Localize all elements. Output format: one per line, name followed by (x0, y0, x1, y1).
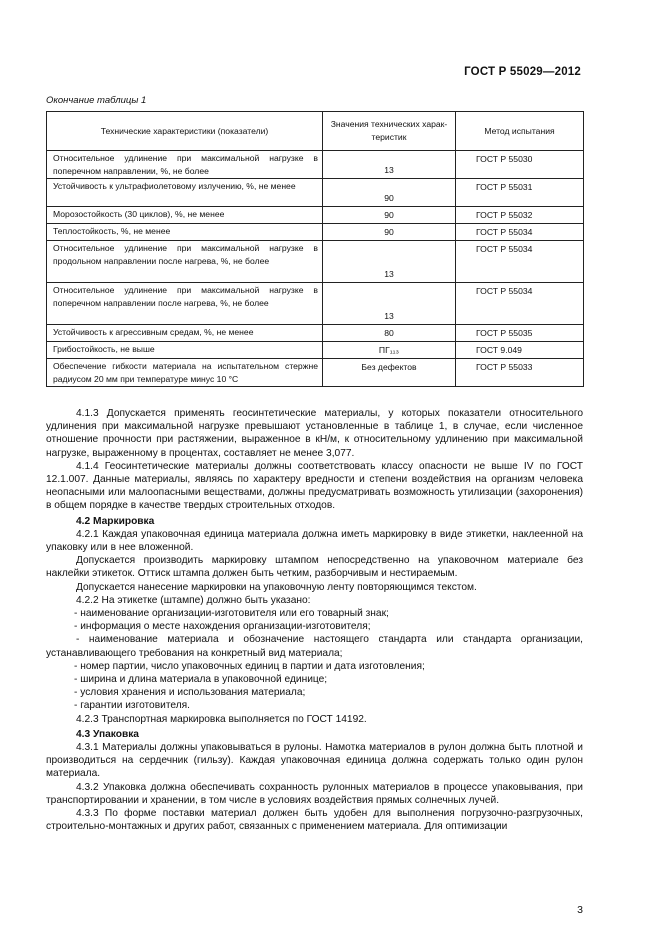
row-label: Относительное удлинение при максимальной нагрузке в продольном направлении после нагрева, %, не более (53, 243, 318, 266)
page-number: 3 (577, 904, 583, 916)
list-item: - наименование материала и обозначение настоящего стандарта или стандарта организации, устанавливающего требования на конкретный вид материала; (46, 634, 583, 659)
row-label: Устойчивость к ультрафиолетовому излучению, %, не менее (53, 181, 296, 191)
col-header-characteristics: Технические характеристики (показатели) (47, 112, 323, 151)
paragraph-4-2-1-b: Допускается производить маркировку штампом непосредственно на упаковочном материале без наклейки этикеток. Оттиск штампа должен быть четким, разборчивым и нестираемым. (46, 555, 583, 580)
row-label: Обеспечение гибкости материала на испытательном стержне радиусом 20 мм при температуре минус 10 °С (53, 361, 318, 384)
list-item: - наименование организации-изготовителя или его товарный знак; (74, 608, 389, 620)
section-heading-4-2: 4.2 Маркировка (76, 515, 155, 527)
row-label: Теплостойкость, %, не менее (53, 226, 171, 236)
document-header: ГОСТ Р 55029—2012 (464, 66, 581, 78)
table-row (47, 224, 584, 241)
paragraph-4-2-2: 4.2.2 На этикетке (штампе) должно быть указано: (76, 594, 311, 606)
row-value: 90 (384, 210, 394, 220)
col-header-values: Значения технических харак-теристик (323, 112, 456, 151)
table-row (47, 151, 584, 179)
table-row (47, 342, 584, 359)
row-method: ГОСТ Р 55033 (476, 362, 533, 372)
paragraph-4-2-3: 4.2.3 Транспортная маркировка выполняется по ГОСТ 14192. (76, 713, 367, 725)
row-value: 13 (384, 269, 394, 279)
row-value: 90 (384, 227, 394, 237)
table-row (47, 179, 584, 207)
paragraph-4-3-1: 4.3.1 Материалы должны упаковываться в рулоны. Намотка материалов в рулон должна быть плотной и производиться на сердечник (гильзу). Каждая упаковочная единица должна содержать только один рулон материала. (46, 742, 583, 780)
row-label: Морозостойкость (30 циклов), %, не менее (53, 209, 225, 219)
paragraph-4-3-2: 4.3.2 Упаковка должна обеспечивать сохранность рулонных материалов в процессе упаковывания, при транспортировании и хранении, в том числе в условиях воздействия прямых солнечных лучей. (46, 781, 583, 806)
row-label: Грибостойкость, не выше (53, 344, 155, 354)
row-method: ГОСТ Р 55031 (476, 182, 533, 192)
row-method: ГОСТ Р 55034 (476, 244, 533, 254)
paragraph-4-2-1: 4.2.1 Каждая упаковочная единица материала должна иметь маркировку в виде этикетки, наклеенной на упаковку или в нее вложенной. (46, 528, 583, 554)
table-row (47, 359, 584, 387)
row-method: ГОСТ Р 55035 (476, 328, 533, 338)
list-item: - условия хранения и использования материала; (74, 687, 306, 699)
row-value: ПГ₁₁₃ (378, 345, 400, 355)
table-header-row (47, 112, 584, 151)
paragraph-4-3-3: 4.3.3 По форме поставки материал должен быть удобен для выполнения погрузочно-разгрузочных, строительно-монтажных и других работ, связанных с применением материала. Для оптимизации (46, 808, 583, 833)
list-item: - информация о месте нахождения организации-изготовителя; (74, 621, 371, 633)
row-value: 13 (384, 165, 394, 175)
table-row (47, 207, 584, 224)
row-method: ГОСТ 9.049 (476, 345, 522, 355)
row-method: ГОСТ Р 55032 (476, 210, 533, 220)
row-value: 80 (384, 328, 394, 338)
paragraph-4-1-4: 4.1.4 Геосинтетические материалы должны соответствовать классу опасности не выше IV по ГОСТ 12.1.007. Данные материалы, являясь по характеру вредности и степени воздействия на организм человека неопасными или малоопасными веществами, должны предусматривать возможность утилизации (захоронения) в общем порядке в качестве твердых строительных отходов. (46, 460, 583, 512)
list-item: - гарантии изготовителя. (74, 700, 191, 712)
row-label: Относительное удлинение при максимальной нагрузке в поперечном направлении, %, не более (53, 153, 318, 176)
row-method: ГОСТ Р 55034 (476, 227, 533, 237)
row-method: ГОСТ Р 55030 (476, 154, 533, 164)
section-heading-4-3: 4.3 Упаковка (76, 728, 139, 740)
spec-table (46, 111, 584, 387)
row-value: 13 (384, 311, 394, 321)
col-header-method: Метод испытания (456, 112, 584, 151)
row-label: Относительное удлинение при максимальной нагрузке в поперечном направлении после нагрева, %, не более (53, 285, 318, 308)
list-item: - номер партии, число упаковочных единиц в партии и дата изготовления; (74, 660, 425, 672)
row-value: Без дефектов (361, 362, 417, 372)
table-row (47, 283, 584, 325)
row-value: 90 (384, 193, 394, 203)
row-method: ГОСТ Р 55034 (476, 286, 533, 296)
list-item: - ширина и длина материала в упаковочной единице; (74, 674, 328, 686)
body-text (46, 407, 583, 834)
paragraph-4-1-3: 4.1.3 Допускается применять геосинтетические материалы, у которых показатели относительного удлинения при максимальной нагрузке превышают установленные в таблице 1, в случае, если численное отношение прочности при растяжении, выраженное в кН/м, к относительному удлинению при максимальной нагрузке, выраженному в процентах, составляет не менее 3,077. (46, 408, 583, 459)
table-caption: Окончание таблицы 1 (46, 95, 147, 106)
paragraph-4-2-1-c: Допускается нанесение маркировки на упаковочную ленту повторяющимся текстом. (76, 581, 477, 593)
table-row (47, 241, 584, 283)
row-label: Устойчивость к агрессивным средам, %, не менее (53, 327, 254, 337)
table-row (47, 325, 584, 342)
